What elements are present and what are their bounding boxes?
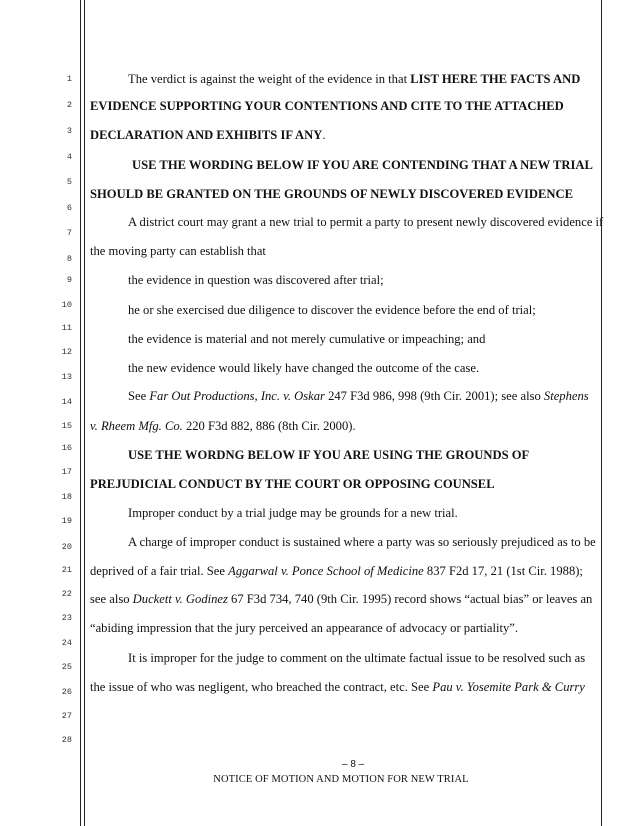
body-line bbox=[128, 71, 580, 87]
body-line bbox=[90, 591, 592, 607]
body-line bbox=[128, 214, 603, 230]
body-text: . bbox=[322, 128, 326, 142]
line-number: 2 bbox=[66, 100, 72, 110]
line-number: 19 bbox=[61, 516, 72, 526]
right-margin-rule bbox=[601, 0, 602, 826]
line-number: 22 bbox=[61, 589, 72, 599]
body-line bbox=[90, 563, 583, 579]
body-text: 220 F3d 882, 886 (8th Cir. 2000). bbox=[182, 419, 356, 433]
line-number: 12 bbox=[61, 347, 72, 357]
line-number: 23 bbox=[61, 613, 72, 623]
line-number: 10 bbox=[61, 300, 72, 310]
body-text: see also bbox=[90, 592, 133, 606]
line-number: 25 bbox=[61, 662, 72, 672]
line-number: 18 bbox=[61, 492, 72, 502]
case-citation: Pau v. Yosemite Park & Curry bbox=[432, 680, 585, 694]
body-text: the new evidence would likely have changed the outcome of the case. bbox=[128, 361, 480, 375]
body-text: the issue of who was negligent, who breached the contract, etc. See bbox=[90, 680, 433, 694]
section-heading: USE THE WORDNG BELOW IF YOU ARE USING THE GROUNDS OF bbox=[128, 448, 530, 462]
section-heading: PREJUDICIAL CONDUCT BY THE COURT OR OPPOSING COUNSEL bbox=[90, 477, 495, 491]
body-line bbox=[128, 360, 479, 376]
footer-title: NOTICE OF MOTION AND MOTION FOR NEW TRIAL bbox=[213, 774, 469, 785]
body-text-bold: LIST HERE THE FACTS AND bbox=[410, 72, 581, 86]
body-line bbox=[90, 243, 266, 259]
body-line bbox=[128, 272, 384, 288]
line-number: 6 bbox=[66, 203, 72, 213]
case-citation: v. Rheem Mfg. Co. bbox=[90, 419, 183, 433]
body-line bbox=[128, 534, 596, 550]
line-number: 27 bbox=[61, 711, 72, 721]
body-text: 67 F3d 734, 740 (9th Cir. 1995) record shows “actual bias” or leaves an bbox=[227, 592, 593, 606]
line-number: 11 bbox=[61, 323, 72, 333]
line-number: 3 bbox=[66, 126, 72, 136]
line-number: 20 bbox=[61, 542, 72, 552]
case-citation: Aggarwal v. Ponce School of Medicine bbox=[228, 564, 424, 578]
body-text: It is improper for the judge to comment on the ultimate factual issue to be resolved such as bbox=[128, 651, 586, 665]
footer bbox=[0, 774, 638, 785]
body-text: Improper conduct by a trial judge may be grounds for a new trial. bbox=[128, 506, 458, 520]
line-number: 7 bbox=[66, 228, 72, 238]
section-heading: SHOULD BE GRANTED ON THE GROUNDS OF NEWLY DISCOVERED EVIDENCE bbox=[90, 187, 573, 201]
body-line bbox=[90, 620, 518, 636]
line-number: 14 bbox=[61, 397, 72, 407]
body-text: the evidence is material and not merely cumulative or impeaching; and bbox=[128, 332, 486, 346]
body-line bbox=[128, 388, 589, 404]
body-line bbox=[90, 418, 356, 434]
section-heading-line bbox=[132, 157, 593, 173]
line-number: 16 bbox=[61, 443, 72, 453]
page-number: – 8 – bbox=[342, 759, 365, 770]
left-margin-rule-outer bbox=[80, 0, 81, 826]
case-citation: Far Out Productions, Inc. v. Oskar bbox=[149, 389, 325, 403]
line-number: 28 bbox=[61, 735, 72, 745]
body-text-bold: EVIDENCE SUPPORTING YOUR CONTENTIONS AND CITE TO THE ATTACHED bbox=[90, 99, 564, 113]
body-text: deprived of a fair trial. See bbox=[90, 564, 229, 578]
body-text: the moving party can establish that bbox=[90, 244, 266, 258]
body-text: the evidence in question was discovered after trial; bbox=[128, 273, 384, 287]
body-line bbox=[90, 127, 325, 143]
body-line bbox=[128, 650, 585, 666]
body-text: 247 F3d 986, 998 (9th Cir. 2001); see also bbox=[324, 389, 544, 403]
line-number: 15 bbox=[61, 421, 72, 431]
body-line bbox=[90, 98, 564, 114]
body-text-bold: DECLARATION AND EXHIBITS IF ANY bbox=[90, 128, 323, 142]
body-text: See bbox=[128, 389, 150, 403]
body-line bbox=[90, 679, 585, 695]
case-citation: Duckett v. Godinez bbox=[132, 592, 228, 606]
body-text: “abiding impression that the jury perceived an appearance of advocacy or partiality”. bbox=[90, 621, 519, 635]
line-number: 13 bbox=[61, 372, 72, 382]
body-line bbox=[128, 331, 485, 347]
line-number: 26 bbox=[61, 687, 72, 697]
line-number: 9 bbox=[66, 275, 72, 285]
body-text: The verdict is against the weight of the evidence in that bbox=[128, 72, 411, 86]
body-text: A district court may grant a new trial to permit a party to present newly discovered evidence if bbox=[128, 215, 604, 229]
line-number: 5 bbox=[66, 177, 72, 187]
line-number: 4 bbox=[66, 152, 72, 162]
case-citation: Stephens bbox=[543, 389, 589, 403]
section-heading: USE THE WORDING BELOW IF YOU ARE CONTENDING THAT A NEW TRIAL bbox=[132, 158, 593, 172]
line-number: 21 bbox=[61, 565, 72, 575]
body-line bbox=[128, 302, 536, 318]
line-number: 1 bbox=[66, 74, 72, 84]
section-heading-line bbox=[128, 447, 529, 463]
body-line bbox=[128, 505, 458, 521]
line-number: 17 bbox=[61, 467, 72, 477]
body-text: 837 F2d 17, 21 (1st Cir. 1988); bbox=[423, 564, 583, 578]
line-number: 24 bbox=[61, 638, 72, 648]
body-text: A charge of improper conduct is sustained where a party was so seriously prejudiced as to be bbox=[128, 535, 596, 549]
body-text: he or she exercised due diligence to discover the evidence before the end of trial; bbox=[128, 303, 536, 317]
section-heading-line bbox=[90, 186, 573, 202]
line-number: 8 bbox=[66, 254, 72, 264]
left-margin-rule-inner bbox=[84, 0, 85, 826]
section-heading-line bbox=[90, 476, 495, 492]
